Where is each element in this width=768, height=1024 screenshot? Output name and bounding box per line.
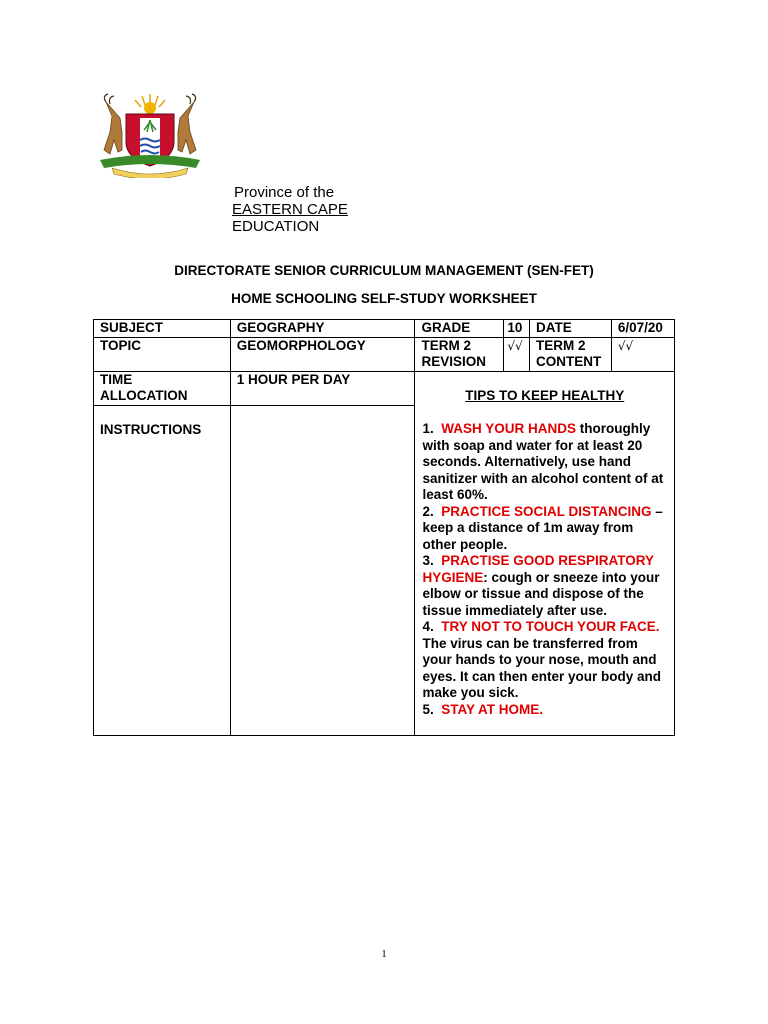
tip-1-highlight: WASH YOUR HANDS [441, 421, 577, 436]
term-revision-line-1: TERM 2 [421, 337, 471, 353]
directorate-heading: DIRECTORATE SENIOR CURRICULUM MANAGEMENT (SEN-FET) [174, 263, 594, 278]
time-label [94, 371, 231, 405]
tip-5-number: 5. [422, 701, 434, 717]
worksheet-heading: HOME SCHOOLING SELF-STUDY WORKSHEET [231, 291, 537, 306]
tip-3 [422, 553, 667, 619]
tip-1-number: 1. [422, 421, 434, 436]
term-content-line-1: TERM 2 [536, 337, 586, 353]
tip-3-text: : cough or sneeze into your elbow or tissue and dispose of the tissue immediately after use. [422, 569, 660, 618]
table-row-subject [94, 320, 675, 338]
term-content-label [530, 337, 612, 371]
term-content-line-2: CONTENT [536, 354, 602, 369]
tip-2 [422, 504, 667, 554]
time-value: 1 HOUR PER DAY [230, 371, 415, 405]
tip-3-highlight: PRACTISE GOOD RESPIRATORY HYGIENE [422, 553, 654, 585]
time-label-line-2: ALLOCATION [100, 388, 188, 403]
topic-label: TOPIC [94, 337, 231, 371]
time-label-line-1: TIME [100, 371, 133, 387]
tip-4-text: The virus can be transferred from your hands to your nose, mouth and eyes. It can then enter your body and make you sick. [422, 635, 662, 700]
term-revision-label [415, 337, 504, 371]
tip-2-highlight: PRACTICE SOCIAL DISTANCING [441, 503, 652, 519]
right-antelope [178, 102, 196, 154]
sun [144, 102, 156, 114]
date-value: 6/07/20 [611, 320, 674, 338]
grade-label: GRADE [415, 320, 504, 338]
instructions-label [94, 405, 231, 736]
table-row-time [94, 371, 675, 405]
tips-cell [415, 371, 675, 736]
province-line-2: EASTERN CAPE [232, 201, 348, 218]
date-label: DATE [530, 320, 612, 338]
tip-4-number: 4. [422, 619, 434, 634]
instructions-label-text: INSTRUCTIONS [100, 421, 202, 437]
motto-ribbon [112, 168, 188, 178]
province-line-1: Province of the [234, 184, 335, 201]
instructions-value [230, 405, 415, 736]
tip-2-number: 2. [422, 503, 434, 519]
term-content-tick: √√ [611, 337, 674, 371]
tip-5-highlight: STAY AT HOME. [441, 701, 544, 717]
province-line-3: EDUCATION [232, 218, 320, 235]
page-number: 1 [381, 948, 387, 960]
left-antelope [104, 102, 122, 154]
grade-value: 10 [504, 320, 530, 338]
tips-title: TIPS TO KEEP HEALTHY [465, 387, 625, 403]
worksheet-table [93, 319, 675, 736]
term-revision-line-2: REVISION [421, 354, 486, 369]
tip-1 [422, 421, 667, 504]
tip-5 [422, 702, 667, 719]
subject-label: SUBJECT [94, 320, 231, 338]
tip-1-text: thoroughly with soap and water for at least 20 seconds. Alternatively, use hand sanitizer with an alcohol content of at least 60%. [422, 421, 664, 502]
term-revision-tick: √√ [504, 337, 530, 371]
tip-4-highlight: TRY NOT TO TOUCH YOUR FACE. [441, 619, 660, 634]
province-block [232, 184, 348, 235]
tip-4 [422, 619, 667, 702]
coat-of-arms-logo [92, 92, 208, 178]
tip-2-text: – keep a distance of 1m away from other people. [422, 503, 663, 552]
topic-value: GEOMORPHOLOGY [230, 337, 415, 371]
table-row-topic [94, 337, 675, 371]
subject-value: GEOGRAPHY [230, 320, 415, 338]
tip-3-number: 3. [422, 553, 434, 568]
